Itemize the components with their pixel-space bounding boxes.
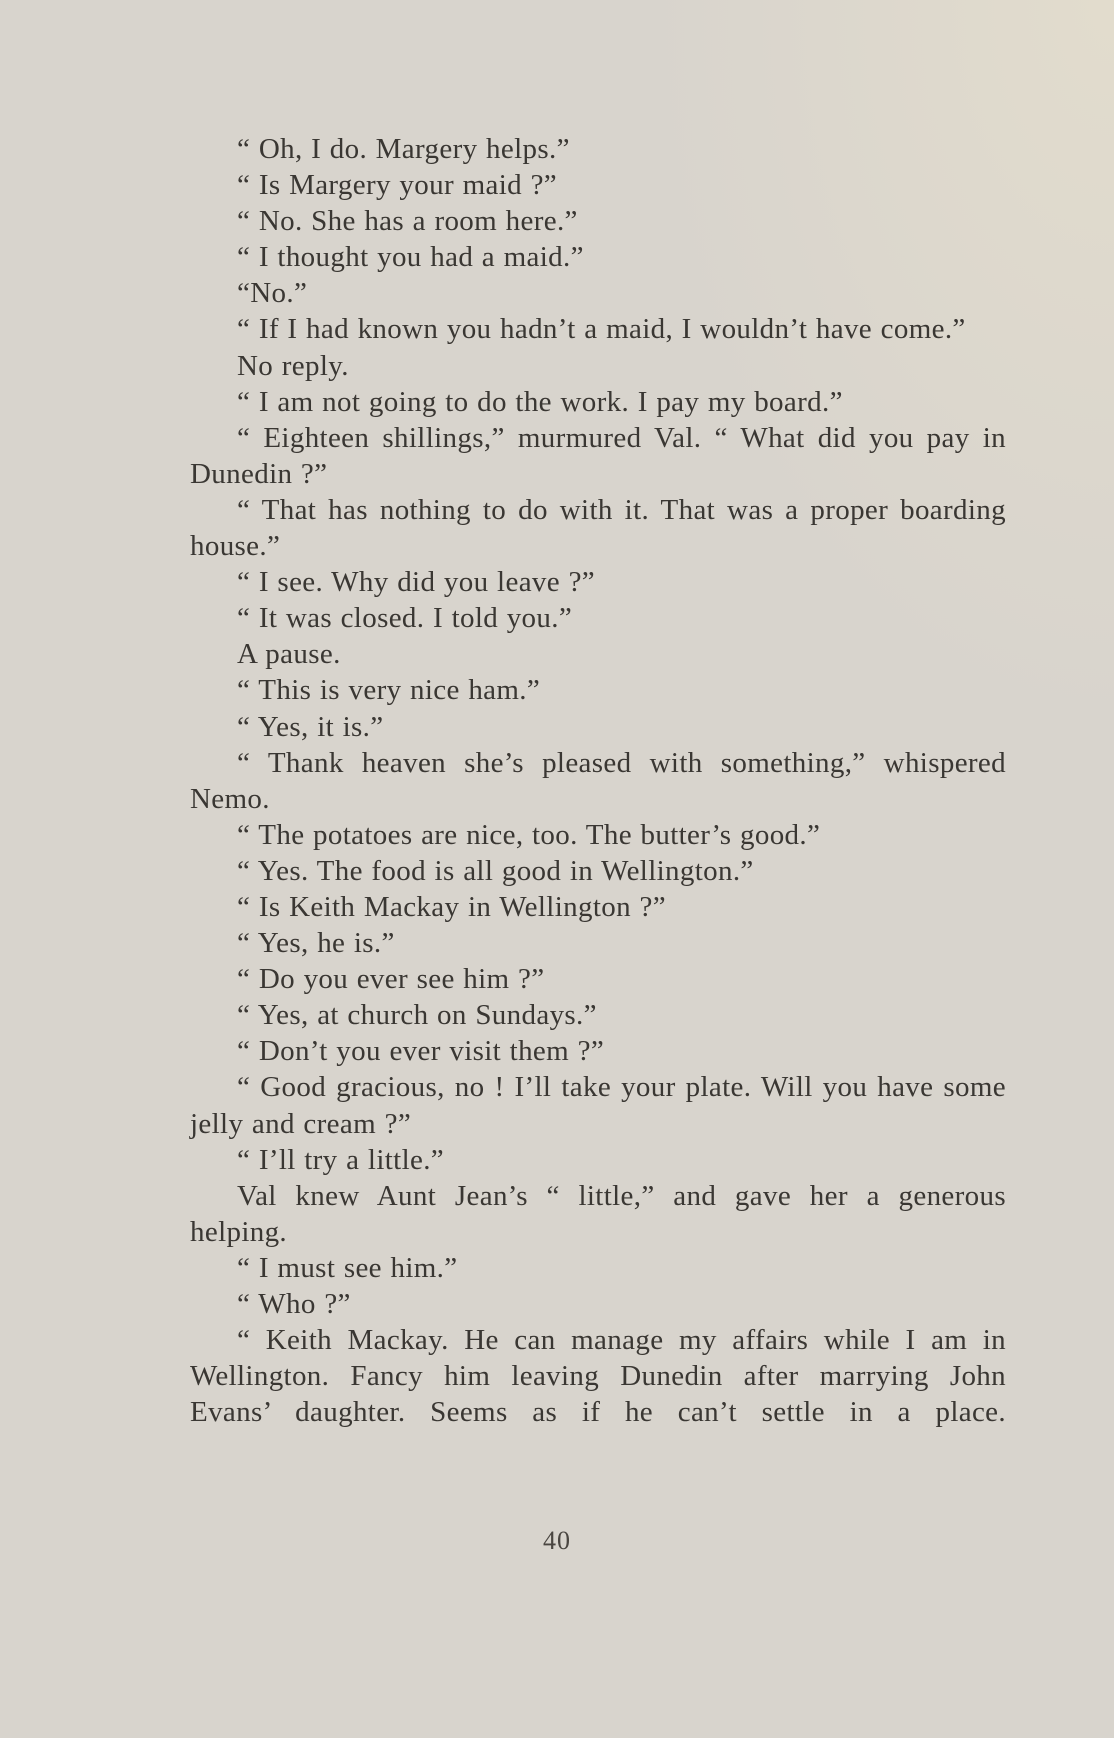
page-number: 40 <box>543 1526 571 1555</box>
paragraph: “ Yes, at church on Sundays.” <box>237 999 597 1032</box>
paragraph: “ I am not going to do the work. I pay my board.” <box>237 385 843 418</box>
body-text <box>190 131 1006 1430</box>
paragraph: “ I thought you had a maid.” <box>237 241 584 274</box>
paragraph: “ Who ?” <box>237 1288 351 1320</box>
paragraph: “ This is very nice ham.” <box>237 674 541 707</box>
paragraph: “ Good gracious, no ! I’ll take your plate. Will you have some jelly and cream ?” <box>190 1071 1006 1140</box>
paragraph: “ I must see him.” <box>237 1251 458 1284</box>
paragraph: “ Yes, it is.” <box>237 710 384 743</box>
paragraph: “ Do you ever see him ?” <box>237 963 545 996</box>
paragraph: “ The potatoes are nice, too. The butter’s good.” <box>237 818 821 851</box>
paragraph: “ Yes. The food is all good in Wellington.” <box>237 854 754 887</box>
paragraph: “No.” <box>237 277 308 310</box>
paragraph: Val knew Aunt Jean’s “ little,” and gave her a generous helping. <box>190 1179 1006 1248</box>
paragraph: “ If I had known you hadn’t a maid, I wouldn’t have come.” <box>237 313 966 346</box>
paragraph: “ Eighteen shillings,” murmured Val. “ What did you pay in Dunedin ?” <box>190 421 1006 490</box>
paragraph: A pause. <box>237 638 341 671</box>
paragraph: “ Keith Mackay. He can manage my affairs while I am in Wellington. Fancy him leaving Dunedin after marrying John Evans’ daughter. Seems as if he can’t settle in a place. <box>190 1324 1006 1429</box>
paragraph: “ No. She has a room here.” <box>237 205 578 238</box>
paragraph: “ It was closed. I told you.” <box>237 602 573 635</box>
paragraph: “ Is Keith Mackay in Wellington ?” <box>237 890 666 923</box>
paragraph: “ Yes, he is.” <box>237 927 395 960</box>
paragraph: “ That has nothing to do with it. That was a proper boarding house.” <box>190 493 1006 563</box>
paragraph: No reply. <box>237 349 349 382</box>
paragraph: “ Oh, I do. Margery helps.” <box>237 133 570 165</box>
paragraph: “ Is Margery your maid ?” <box>237 169 558 202</box>
paragraph: “ I see. Why did you leave ?” <box>237 566 596 599</box>
paragraph: “ I’ll try a little.” <box>237 1143 445 1176</box>
paragraph: “ Thank heaven she’s pleased with something,” whispered Nemo. <box>190 746 1006 815</box>
paragraph: “ Don’t you ever visit them ?” <box>237 1035 605 1068</box>
